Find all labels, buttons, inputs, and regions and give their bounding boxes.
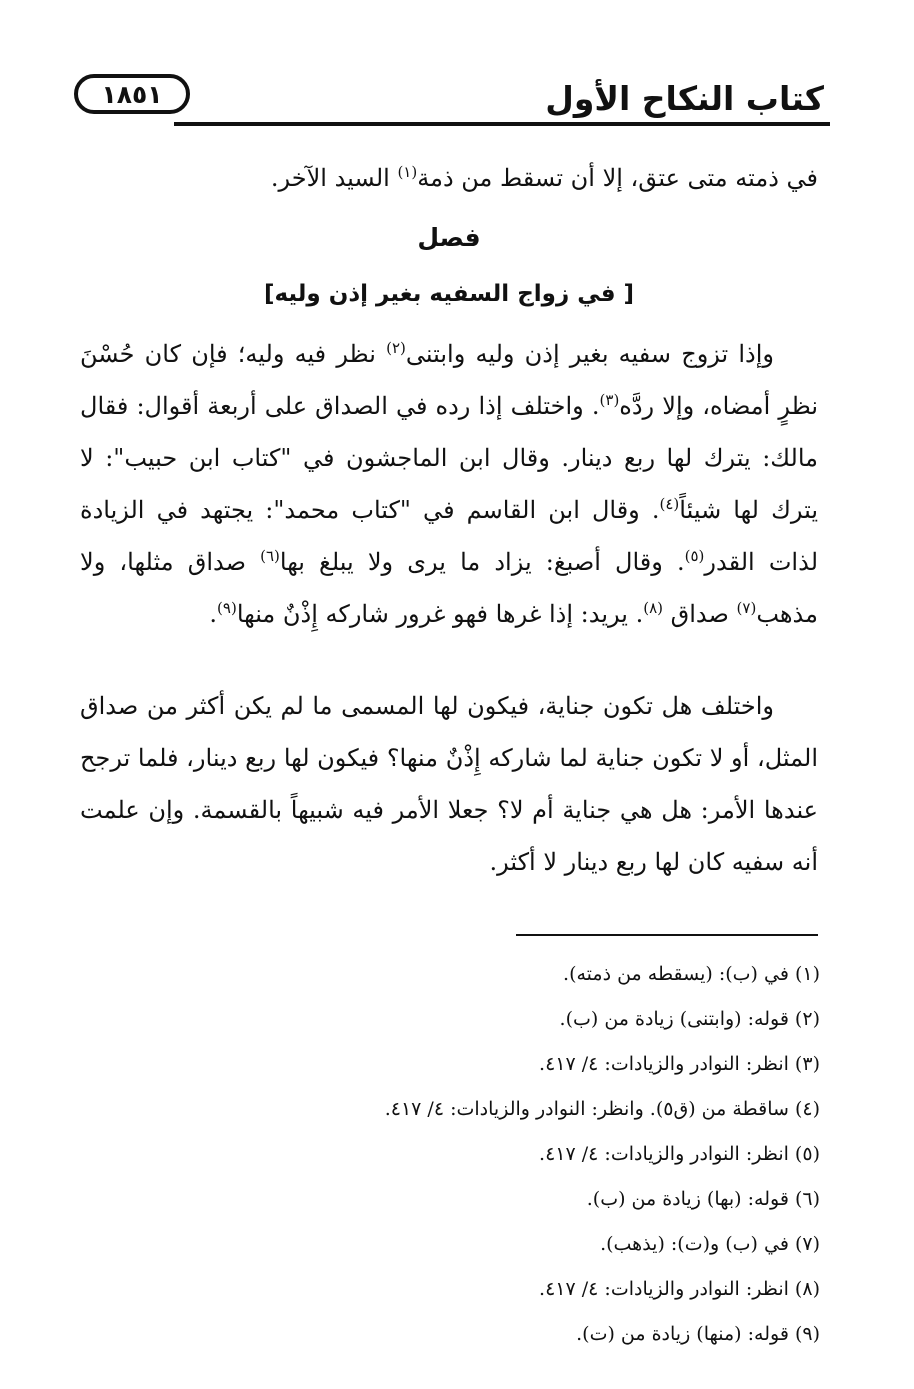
footnote-separator <box>516 934 818 936</box>
footnotes <box>80 952 820 1357</box>
text-segment: وإذا تزوج سفيه بغير إذن وليه وابتنى <box>405 340 774 368</box>
paragraph-text <box>80 328 818 640</box>
continuation-line <box>80 152 818 204</box>
running-title: كتاب النكاح الأول <box>545 79 824 118</box>
paragraph-text: واختلف هل تكون جناية، فيكون لها المسمى ما لم يكن أكثر من صداق المثل، أو لا تكون جناية لما شاركه إِذْنٌ منها؟ فيكون لها ربع دينار، فلما ترجح عندها الأمر: هل هي جناية أم لا؟ جعلا الأمر فيه شبيهاً بالقسمة. وإن علمت أنه سفيه كان لها ربع دينار لا أكثر. <box>80 692 819 876</box>
text-segment: . <box>209 600 218 628</box>
footnote-4: (٤) ساقطة من (ق٥). وانظر: النوادر والزيادات: ٤/ ٤١٧. <box>384 1098 820 1120</box>
footnote-2: (٢) قوله: (وابتنى) زيادة من (ب). <box>559 1008 820 1030</box>
footnote-6: (٦) قوله: (بها) زيادة من (ب). <box>586 1188 820 1210</box>
text-segment: نظر فيه وليه؛ فإن كان حُسْنَ نظرٍ أمضاه، وإلا ردَّه <box>80 340 818 420</box>
text-segment: السيد الآخر. <box>270 164 398 192</box>
footnote-marker-7: (٧) <box>736 599 757 617</box>
footnote-marker-3: (٣) <box>599 391 620 409</box>
footnote-marker-8: (٨) <box>643 599 663 617</box>
footnote-3: (٣) انظر: النوادر والزيادات: ٤/ ٤١٧. <box>539 1053 820 1075</box>
text-segment: في ذمته متى عتق، إلا أن تسقط من ذمة <box>417 164 818 192</box>
paragraph-2 <box>80 680 818 888</box>
footnote-marker-5: (٥) <box>684 547 705 565</box>
footnote-marker-9: (٩) <box>217 599 237 617</box>
page-number: ١٨٥١ <box>101 79 163 109</box>
section-subtitle: [ في زواج السفيه بغير إذن وليه] <box>263 281 635 307</box>
footnote-marker-2: (٢) <box>386 339 406 357</box>
text-segment: . يريد: إذا غرها فهو غرور شاركه إِذْنٌ منها <box>236 600 644 628</box>
paragraph-1 <box>80 328 818 640</box>
header-rule <box>174 122 830 126</box>
continuation-paragraph <box>80 152 818 204</box>
footnote-marker-6: (٦) <box>260 547 280 565</box>
text-segment: . وقال ابن القاسم في "كتاب محمد": يجتهد في الزيادة لذات القدر <box>80 496 819 576</box>
text-segment: . وقال أصبغ: يزاد ما يرى ولا يبلغ بها <box>279 548 685 576</box>
section-title: فصل <box>417 223 481 252</box>
footnote-7: (٧) في (ب) و(ت): (يذهب). <box>600 1233 820 1255</box>
footnote-marker-1: (١) <box>397 163 418 181</box>
text-segment: . واختلف إذا رده في الصداق على أربعة أقوال: فقال مالك: يترك لها ربع دينار. وقال ابن الماجشون في "كتاب ابن حبيب": لا يترك لها شيئاً <box>80 392 819 524</box>
page-header <box>74 68 824 130</box>
page-number-badge <box>74 74 190 114</box>
text-segment: صداق <box>663 600 737 628</box>
text-segment: صداق مثلها، ولا مذهب <box>80 548 818 628</box>
footnote-9: (٩) قوله: (منها) زيادة من (ت). <box>576 1323 820 1345</box>
footnote-8: (٨) انظر: النوادر والزيادات: ٤/ ٤١٧. <box>539 1278 820 1300</box>
footnote-1: (١) في (ب): (يسقطه من ذمته). <box>563 963 820 985</box>
footnote-5: (٥) انظر: النوادر والزيادات: ٤/ ٤١٧. <box>539 1143 820 1165</box>
footnote-marker-4: (٤) <box>659 495 680 513</box>
